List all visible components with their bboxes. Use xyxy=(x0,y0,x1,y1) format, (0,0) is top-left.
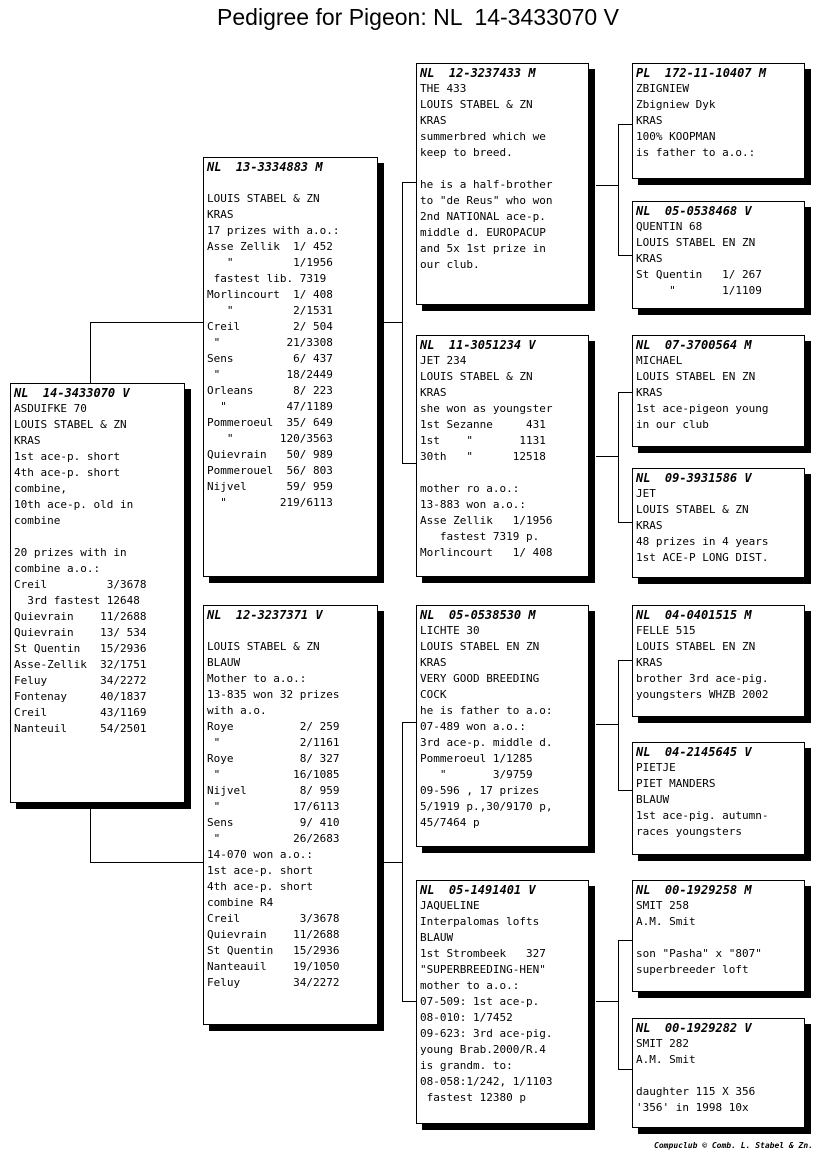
connector-line xyxy=(402,463,416,464)
ring-number: NL 05-0538468 V xyxy=(636,204,752,218)
connector-line xyxy=(402,722,416,723)
pigeon-details: SMIT 258 A.M. Smit son "Pasha" x "807" superbreeder loft xyxy=(636,899,762,976)
connector-line xyxy=(378,862,403,863)
pigeon-card-ss-sire xyxy=(632,63,805,179)
pigeon-details: PIETJE PIET MANDERS BLAUW 1st ace-pig. autumn- races youngsters xyxy=(636,761,769,838)
connector-line xyxy=(618,1069,632,1070)
connector-line xyxy=(618,790,632,791)
connector-line xyxy=(596,185,619,186)
connector-line xyxy=(90,808,91,863)
pigeon-card-dam-sire xyxy=(416,605,589,847)
copyright-footer: Compuclub © Comb. L. Stabel & Zn. xyxy=(654,1141,813,1150)
pigeon-card-sire xyxy=(203,157,378,577)
ring-number: NL 05-0538530 M xyxy=(420,608,536,622)
pigeon-card-sd-dam xyxy=(632,468,805,578)
connector-line xyxy=(618,124,632,125)
pigeon-details: SMIT 282 A.M. Smit daughter 115 X 356 '356' in 1998 10x xyxy=(636,1037,756,1114)
connector-line xyxy=(596,1001,619,1002)
ring-number: NL 12-3237371 V xyxy=(207,608,323,622)
pigeon-card-dam xyxy=(203,605,378,1025)
pigeon-details: THE 433 LOUIS STABEL & ZN KRAS summerbred which we keep to breed. he is a half-brother to "de Reus" who won 2nd NATIONAL ace-p. middle d. EUROPACUP and 5x 1st prize in our club. xyxy=(420,82,553,271)
pigeon-card-sire-sire xyxy=(416,63,589,305)
connector-line xyxy=(90,862,204,863)
pigeon-details: FELLE 515 LOUIS STABEL EN ZN KRAS brother 3rd ace-pig. youngsters WHZB 2002 xyxy=(636,624,769,701)
ring-number: NL 04-2145645 V xyxy=(636,745,752,759)
pigeon-card-sd-sire xyxy=(632,335,805,447)
connector-line xyxy=(596,456,619,457)
pigeon-card-ds-dam xyxy=(632,742,805,855)
pigeon-details: QUENTIN 68 LOUIS STABEL EN ZN KRAS St Quentin 1/ 267 " 1/1109 xyxy=(636,220,762,297)
connector-line xyxy=(90,322,91,384)
pigeon-details: ZBIGNIEW Zbigniew Dyk KRAS 100% KOOPMAN is father to a.o.: xyxy=(636,82,756,159)
ring-number: NL 05-1491401 V xyxy=(420,883,536,897)
page-title: Pedigree for Pigeon: NL 14-3433070 V xyxy=(217,4,619,30)
pigeon-card-dam-dam xyxy=(416,880,589,1124)
ring-number: NL 13-3334883 M xyxy=(207,160,323,174)
ring-number: NL 07-3700564 M xyxy=(636,338,752,352)
pigeon-details: JET LOUIS STABEL & ZN KRAS 48 prizes in 4 years 1st ACE-P LONG DIST. xyxy=(636,487,769,564)
pigeon-card-subject xyxy=(10,383,185,803)
pigeon-card-ss-dam xyxy=(632,201,805,309)
ring-number: NL 14-3433070 V xyxy=(14,386,130,400)
ring-number: NL 09-3931586 V xyxy=(636,471,752,485)
pigeon-card-dd-dam xyxy=(632,1018,805,1128)
pigeon-details: MICHAEL LOUIS STABEL EN ZN KRAS 1st ace-pigeon young in our club xyxy=(636,354,769,431)
ring-number: NL 04-0401515 M xyxy=(636,608,752,622)
connector-line xyxy=(618,660,632,661)
connector-line xyxy=(618,660,619,791)
pigeon-details: JET 234 LOUIS STABEL & ZN KRAS she won as youngster 1st Sezanne 431 1st " 1131 30th " 12518 mother ro a.o.: 13-883 won a.o.: Asse Zellik 1/1956 fastest 7319 p. Morlincourt 1/ 408 xyxy=(420,354,553,559)
pigeon-card-ds-sire xyxy=(632,605,805,717)
pigeon-details: JAQUELINE Interpalomas lofts BLAUW 1st Strombeek 327 "SUPERBREEDING-HEN" mother to a.o.: 07-509: 1st ace-p. 08-010: 1/7452 09-623: 3rd ace-pig. young Brab.2000/R.4 is grandm. to: 08-058:1/242, 1/1103 fastest 12380 p xyxy=(420,899,553,1104)
connector-line xyxy=(378,322,403,323)
connector-line xyxy=(618,392,632,393)
pigeon-details: LOUIS STABEL & ZN BLAUW Mother to a.o.: 13-835 won 32 prizes with a.o. Roye 2/ 259 " 2/1161 Roye 8/ 327 " 16/1085 Nijvel 8/ 959 " 17/6113 Sens 9/ 410 " 26/2683 14-070 won a.o.: 1st ace-p. short 4th ace-p. short combine R4 Creil 3/3678 Quievrain 11/2688 St Quentin 15/2936 Nanteauil 19/1050 Feluy 34/2272 xyxy=(207,640,340,989)
connector-line xyxy=(618,522,632,523)
pigeon-card-sire-dam xyxy=(416,335,589,577)
connector-line xyxy=(618,940,632,941)
connector-line xyxy=(90,322,204,323)
ring-number: NL 00-1929282 V xyxy=(636,1021,752,1035)
pigeon-details: LOUIS STABEL & ZN KRAS 17 prizes with a.o.: Asse Zellik 1/ 452 " 1/1956 fastest lib. 7319 Morlincourt 1/ 408 " 2/1531 Creil 2/ 504 " 21/3308 Sens 6/ 437 " 18/2449 Orleans 8/ 223 " 47/1189 Pommeroeul 35/ 649 " 120/3563 Quievrain 50/ 989 Pommerouel 56/ 803 Nijvel 59/ 959 " 219/6113 xyxy=(207,192,340,509)
ring-number: NL 00-1929258 M xyxy=(636,883,752,897)
ring-number: NL 11-3051234 V xyxy=(420,338,536,352)
connector-line xyxy=(402,182,403,464)
ring-number: PL 172-11-10407 M xyxy=(636,66,767,80)
pigeon-card-dd-sire xyxy=(632,880,805,992)
connector-line xyxy=(596,724,619,725)
connector-line xyxy=(618,124,619,256)
connector-line xyxy=(618,392,619,523)
connector-line xyxy=(402,182,416,183)
pigeon-details: LICHTE 30 LOUIS STABEL EN ZN KRAS VERY GOOD BREEDING COCK he is father to a.o: 07-489 won a.o.: 3rd ace-p. middle d. Pommeroeul 1/1285 " 3/9759 09-596 , 17 prizes 5/1919 p.,30/9170 p, 45/7464 p xyxy=(420,624,553,829)
connector-line xyxy=(618,255,632,256)
pigeon-details: ASDUIFKE 70 LOUIS STABEL & ZN KRAS 1st ace-p. short 4th ace-p. short combine, 10th ace-p. old in combine 20 prizes with in combine a.o.: Creil 3/3678 3rd fastest 12648 Quievrain 11/2688 Quievrain 13/ 534 St Quentin 15/2936 Asse-Zellik 32/1751 Feluy 34/2272 Fontenay 40/1837 Creil 43/1169 Nanteuil 54/2501 xyxy=(14,402,147,735)
ring-number: NL 12-3237433 M xyxy=(420,66,536,80)
connector-line xyxy=(402,1001,416,1002)
connector-line xyxy=(618,940,619,1070)
